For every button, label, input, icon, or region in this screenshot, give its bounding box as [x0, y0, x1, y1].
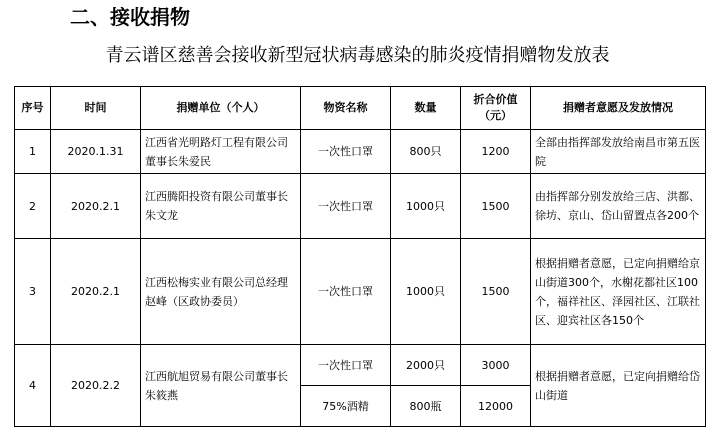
cell-donor: 江西航旭贸易有限公司董事长朱筱燕: [141, 345, 301, 427]
cell-item: 一次性口罩: [301, 174, 391, 239]
cell-qty: 1000只: [391, 174, 461, 239]
cell-qty: 800瓶: [391, 386, 461, 427]
header-seq: 序号: [15, 87, 51, 130]
cell-value: 3000: [461, 345, 531, 386]
cell-time: 2020.2.1: [51, 174, 141, 239]
cell-value: 12000: [461, 386, 531, 427]
cell-intent: 全部由指挥部发放给南昌市第五医院: [531, 130, 706, 174]
header-value: 折合价值（元）: [461, 87, 531, 130]
cell-time: 2020.2.1: [51, 239, 141, 345]
cell-time: 2020.1.31: [51, 130, 141, 174]
cell-intent: 由指挥部分别发放给三店、洪都、徐坊、京山、岱山留置点各200个: [531, 174, 706, 239]
cell-qty: 1000只: [391, 239, 461, 345]
donation-table: [14, 86, 706, 427]
cell-time: 2020.2.2: [51, 345, 141, 427]
cell-qty: 800只: [391, 130, 461, 174]
cell-value: 1500: [461, 174, 531, 239]
document-title: 青云谱区慈善会接收新型冠状病毒感染的肺炎疫情捐赠物发放表: [105, 45, 610, 66]
cell-item: 一次性口罩: [301, 130, 391, 174]
table-row: [15, 130, 706, 174]
header-qty: 数量: [391, 87, 461, 130]
cell-item: 75%酒精: [301, 386, 391, 427]
cell-item: 一次性口罩: [301, 239, 391, 345]
table-row: [15, 174, 706, 239]
cell-donor: 江西松梅实业有限公司总经理赵峰（区政协委员）: [141, 239, 301, 345]
table-header-row: [15, 87, 706, 130]
table-row: [15, 345, 706, 386]
cell-seq: 2: [15, 174, 51, 239]
cell-value: 1200: [461, 130, 531, 174]
table-row: [15, 239, 706, 345]
section-title: 二、接收捐物: [70, 5, 190, 29]
cell-seq: 3: [15, 239, 51, 345]
cell-seq: 4: [15, 345, 51, 427]
header-intent: 捐赠者意愿及发放情况: [531, 87, 706, 130]
cell-intent: 根据捐赠者意愿，已定向捐赠给岱山街道: [531, 345, 706, 427]
header-time: 时间: [51, 87, 141, 130]
cell-intent: 根据捐赠者意愿，已定向捐赠给京山街道300个，水榭花都社区100个，福祥社区、泽园社区、江联社区、迎宾社区各150个: [531, 239, 706, 345]
cell-item: 一次性口罩: [301, 345, 391, 386]
header-donor: 捐赠单位（个人）: [141, 87, 301, 130]
cell-seq: 1: [15, 130, 51, 174]
cell-donor: 江西省光明路灯工程有限公司董事长朱爱民: [141, 130, 301, 174]
cell-qty: 2000只: [391, 345, 461, 386]
header-item: 物资名称: [301, 87, 391, 130]
cell-donor: 江西腾阳投资有限公司董事长朱文龙: [141, 174, 301, 239]
cell-value: 1500: [461, 239, 531, 345]
